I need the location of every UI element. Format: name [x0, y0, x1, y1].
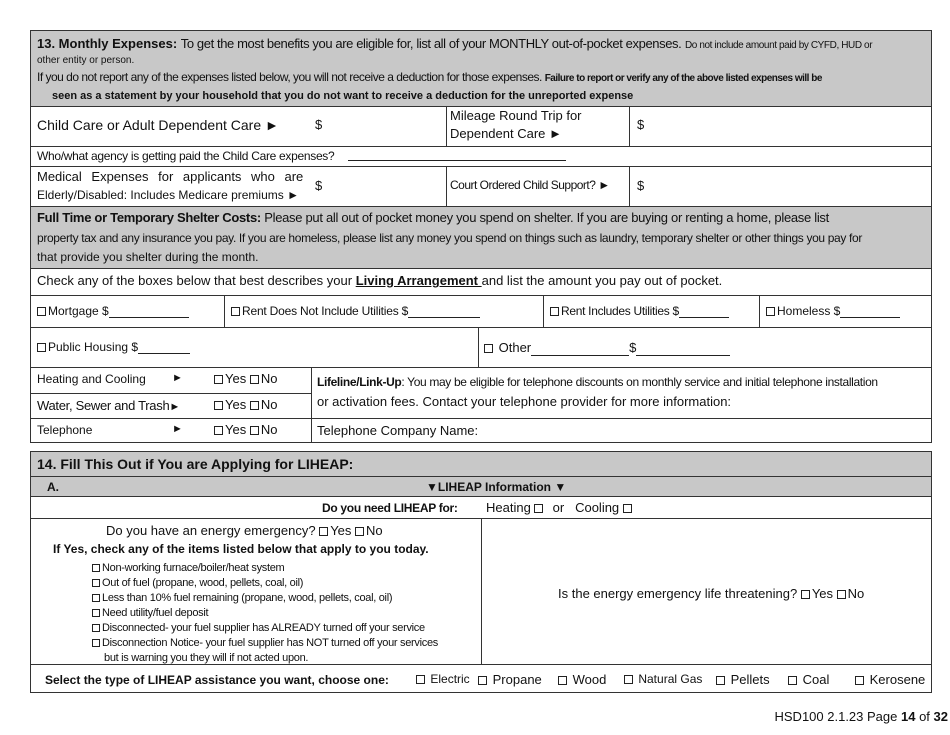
- shelter-title: Full Time or Temporary Shelter Costs:: [37, 210, 261, 225]
- homeless-option[interactable]: [766, 304, 900, 318]
- item-checkbox[interactable]: [92, 609, 100, 617]
- emergency-items: [92, 561, 438, 666]
- water-no: No: [260, 397, 278, 412]
- emergency-yes-checkbox[interactable]: [319, 527, 328, 536]
- wood-label: Wood: [572, 672, 607, 687]
- mileage-label-2: Dependent Care ►: [450, 126, 562, 141]
- homeless-label: Homeless $: [777, 304, 841, 318]
- water-text: Water, Sewer and Trash: [37, 398, 170, 413]
- rent-no-util-checkbox[interactable]: [231, 307, 240, 316]
- section-13-warning-bold: Failure to report or verify any of the above listed expenses will be: [544, 73, 822, 84]
- wood-checkbox[interactable]: [558, 676, 567, 685]
- public-housing-label: Public Housing $: [48, 340, 139, 354]
- item-checkbox[interactable]: [92, 579, 100, 587]
- kerosene-label: Kerosene: [869, 672, 926, 687]
- emergency-item[interactable]: [92, 561, 438, 576]
- if-yes-label: If Yes, check any of the items listed below that apply to you today.: [53, 542, 429, 556]
- heating-arrow: ►: [172, 372, 183, 384]
- electric-checkbox[interactable]: [416, 675, 425, 684]
- emergency-no-checkbox[interactable]: [355, 527, 364, 536]
- need-cooling-label: Cooling: [575, 500, 620, 515]
- water-arrow: ►: [169, 401, 180, 413]
- need-or: or: [552, 500, 565, 515]
- type-wood[interactable]: [558, 672, 606, 688]
- other-desc-field[interactable]: [531, 344, 629, 356]
- public-housing-option[interactable]: [37, 340, 190, 354]
- emergency-item[interactable]: [92, 591, 438, 606]
- lifeline-line-1: [317, 375, 878, 389]
- propane-checkbox[interactable]: [478, 676, 487, 685]
- need-liheap-options[interactable]: [486, 500, 634, 516]
- heating-label: Heating and Cooling: [37, 372, 146, 386]
- water-yes-no[interactable]: [214, 397, 277, 413]
- type-natural-gas[interactable]: [624, 672, 702, 686]
- heating-yes-no[interactable]: [214, 371, 277, 387]
- mileage-label-1: Mileage Round Trip for: [450, 108, 582, 123]
- type-propane[interactable]: [478, 672, 542, 688]
- type-electric[interactable]: [416, 672, 470, 686]
- item-label: Disconnection Notice- your fuel supplier has NOT turned off your services: [102, 637, 438, 649]
- shelter-text-1: Please put all out of pocket money you spend on shelter. If you are buying or renting a home, please list: [264, 210, 829, 225]
- mortgage-label: Mortgage $: [48, 304, 109, 318]
- section-13-intro-small-2: other entity or person.: [37, 55, 135, 66]
- life-threat-question[interactable]: [558, 586, 864, 602]
- natural-gas-label: Natural Gas: [638, 672, 703, 686]
- section-13-warning-line: [37, 70, 822, 85]
- need-cooling-checkbox[interactable]: [623, 504, 632, 513]
- form-id: HSD100 2.1.23 Page: [774, 709, 901, 724]
- rent-util-field[interactable]: [679, 306, 729, 318]
- rent-no-util-option[interactable]: [231, 304, 480, 318]
- pellets-label: Pellets: [730, 672, 770, 687]
- mortgage-option[interactable]: [37, 304, 189, 318]
- type-coal[interactable]: [788, 672, 829, 688]
- child-care-label: Child Care or Adult Dependent Care ►: [37, 117, 279, 133]
- other-checkbox[interactable]: [484, 344, 493, 353]
- emergency-item[interactable]: [92, 606, 438, 621]
- emergency-q-text: Do you have an energy emergency?: [106, 523, 316, 538]
- telephone-label: Telephone: [37, 423, 93, 437]
- propane-label: Propane: [492, 672, 542, 687]
- section-13-title-line: [37, 36, 872, 52]
- public-housing-checkbox[interactable]: [37, 343, 46, 352]
- lifeline-text-2: or activation fees. Contact your telephone provider for more information:: [317, 394, 732, 409]
- need-liheap-label: Do you need LIHEAP for:: [322, 501, 458, 515]
- telephone-yes-checkbox[interactable]: [214, 426, 223, 435]
- court-support-amount[interactable]: $: [637, 178, 645, 193]
- lifeline-text-1: : You may be eligible for telephone discounts on monthly service and initial telephone installation: [401, 375, 878, 389]
- water-yes: Yes: [225, 397, 247, 412]
- mortgage-checkbox[interactable]: [37, 307, 46, 316]
- type-pellets[interactable]: [716, 672, 770, 688]
- life-threat-yes-checkbox[interactable]: [801, 590, 810, 599]
- water-label: [37, 398, 180, 414]
- type-kerosene[interactable]: [855, 672, 925, 688]
- heating-no-checkbox[interactable]: [250, 375, 259, 384]
- electric-label: Electric: [430, 672, 470, 686]
- section-13-warning-bold-2: seen as a statement by your household that you do not want to receive a deduction for the unreported expense: [52, 90, 634, 102]
- emergency-no: No: [366, 523, 383, 538]
- rent-no-util-field[interactable]: [408, 306, 480, 318]
- life-threat-no: No: [847, 586, 865, 601]
- homeless-field[interactable]: [840, 306, 900, 318]
- coal-label: Coal: [802, 672, 830, 687]
- rent-util-checkbox[interactable]: [550, 307, 559, 316]
- page-number: 14: [900, 709, 916, 724]
- natural-gas-checkbox[interactable]: [624, 675, 633, 684]
- item-label: Less than 10% fuel remaining (propane, wood, pellets, coal, oil): [102, 592, 393, 604]
- rent-util-label: Rent Includes Utilities $: [561, 304, 679, 318]
- coal-checkbox[interactable]: [788, 676, 797, 685]
- court-support-label: Court Ordered Child Support? ►: [450, 178, 610, 192]
- liheap-info-title: ▼LIHEAP Information ▼: [426, 480, 567, 494]
- public-housing-field[interactable]: [138, 342, 190, 354]
- section-14-sub-label: A.: [47, 480, 59, 494]
- item-checkbox[interactable]: [92, 639, 100, 647]
- medical-amount[interactable]: $: [315, 178, 323, 193]
- child-care-amount[interactable]: $: [315, 117, 323, 132]
- medical-label-2: Elderly/Disabled: Includes Medicare premiums ►: [37, 188, 299, 202]
- heating-yes: Yes: [225, 371, 247, 386]
- page-footer: [775, 709, 949, 725]
- emergency-item[interactable]: [92, 576, 438, 591]
- select-type-label: Select the type of LIHEAP assistance you want, choose one:: [45, 673, 389, 687]
- rent-util-option[interactable]: [550, 304, 729, 318]
- section-13-intro: To get the most benefits you are eligible for, list all of your MONTHLY out-of-pocket expenses.: [180, 36, 682, 51]
- living-arrangement-link: Living Arrangement: [355, 273, 482, 288]
- page-of: of: [915, 709, 934, 724]
- page-total: 32: [933, 709, 948, 724]
- other-label: Other: [498, 340, 532, 355]
- kerosene-checkbox[interactable]: [855, 676, 864, 685]
- emergency-item[interactable]: [92, 636, 438, 651]
- telephone-arrow: ►: [172, 423, 183, 435]
- emergency-item[interactable]: [92, 621, 438, 636]
- telephone-no-checkbox[interactable]: [250, 426, 259, 435]
- item-checkbox[interactable]: [92, 624, 100, 632]
- shelter-text-2: property tax and any insurance you pay. If you are homeless, please list any money you spend on things such as laundry, temporary shelter or other things you pay for: [37, 231, 862, 245]
- need-heating-label: Heating: [486, 500, 531, 515]
- item-checkbox[interactable]: [92, 564, 100, 572]
- item-label: Non-working furnace/boiler/heat system: [102, 562, 285, 574]
- homeless-checkbox[interactable]: [766, 307, 775, 316]
- other-amount-field[interactable]: [636, 344, 730, 356]
- item-label: Disconnected- your fuel supplier has ALREADY turned off your service: [102, 622, 425, 634]
- telephone-yes: Yes: [225, 422, 247, 437]
- medical-label-1: Medical Expenses for applicants who are: [37, 169, 304, 184]
- pellets-checkbox[interactable]: [716, 676, 725, 685]
- water-yes-checkbox[interactable]: [214, 401, 223, 410]
- shelter-line-1: [37, 210, 829, 226]
- emergency-yes: Yes: [330, 523, 352, 538]
- section-13-title: 13. Monthly Expenses:: [37, 36, 178, 51]
- emergency-question[interactable]: [106, 523, 383, 539]
- emergency-item-cont: but is warning you they will if not acted upon.: [104, 652, 309, 664]
- rent-no-util-label: Rent Does Not Include Utilities $: [242, 304, 409, 318]
- water-no-checkbox[interactable]: [250, 401, 259, 410]
- mileage-amount[interactable]: $: [637, 117, 645, 132]
- heating-yes-checkbox[interactable]: [214, 375, 223, 384]
- other-option[interactable]: [484, 340, 730, 356]
- item-label: Out of fuel (propane, wood, pellets, coal, oil): [102, 577, 304, 589]
- lifeline-label: Lifeline/Link-Up: [317, 375, 402, 389]
- section-13-intro-small: Do not include amount paid by CYFD, HUD or: [684, 40, 873, 51]
- need-heating-checkbox[interactable]: [534, 504, 543, 513]
- telephone-no: No: [260, 422, 278, 437]
- life-threat-yes: Yes: [811, 586, 834, 601]
- living-check-post: and list the amount you pay out of pocket.: [481, 273, 723, 288]
- shelter-text-3: that provide you shelter during the month.: [37, 250, 259, 264]
- agency-label: Who/what agency is getting paid the Child Care expenses?: [37, 149, 335, 163]
- telephone-yes-no[interactable]: [214, 422, 277, 438]
- phone-company-label: Telephone Company Name:: [317, 423, 479, 438]
- life-threat-no-checkbox[interactable]: [837, 590, 846, 599]
- living-arrangement-line: [37, 273, 722, 289]
- living-check-pre: Check any of the boxes below that best describes your: [37, 273, 356, 288]
- life-threat-text: Is the energy emergency life threatening?: [558, 586, 798, 601]
- item-label: Need utility/fuel deposit: [102, 607, 209, 619]
- heating-no: No: [260, 371, 278, 386]
- mortgage-field[interactable]: [109, 306, 189, 318]
- section-13-warning: If you do not report any of the expenses listed below, you will not receive a deduction for those expenses.: [37, 70, 542, 84]
- section-14-title: 14. Fill This Out if You are Applying for LIHEAP:: [37, 456, 354, 472]
- other-dollar: $: [629, 340, 637, 355]
- agency-field[interactable]: [348, 160, 566, 161]
- item-checkbox[interactable]: [92, 594, 100, 602]
